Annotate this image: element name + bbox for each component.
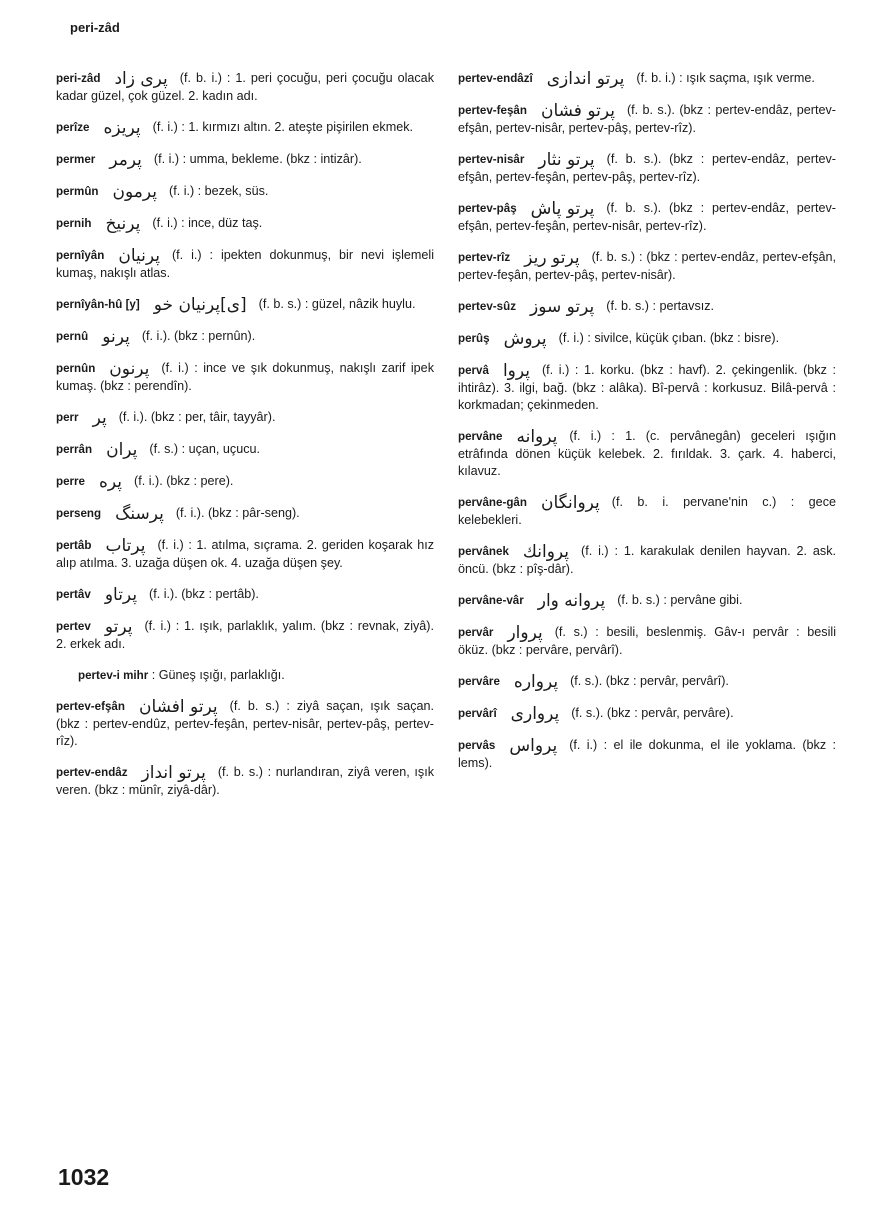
entry-headword: pervârî — [458, 707, 497, 720]
entry-headword: pervâr — [458, 626, 494, 639]
entry-headword: pertev — [56, 620, 91, 633]
entry-ottoman-script: پرتو نثار — [538, 150, 595, 170]
dictionary-entry — [458, 673, 836, 691]
entry-headword: permûn — [56, 185, 99, 198]
dictionary-entry — [458, 705, 836, 723]
dictionary-entry — [458, 249, 836, 284]
entry-ottoman-script: پروانك — [522, 542, 570, 562]
entry-ottoman-script: پرتو سوز — [530, 297, 595, 317]
entry-definition: (f. i.). (bkz : per, tâir, tayyâr). — [118, 410, 276, 424]
column-left — [56, 70, 434, 813]
entry-headword: permer — [56, 153, 96, 166]
entry-definition: (f. b. i.) : 1. peri çocuğu, peri çocuğu olacak kadar güzel, çok güzel. 2. kadın adı. — [56, 71, 434, 103]
entry-headword: pertev-i mihr — [78, 669, 149, 682]
entry-headword: perre — [56, 475, 86, 488]
entry-definition: (f. b. s.) : pertavsız. — [606, 299, 715, 313]
entry-definition: (f. b. s.). (bkz : pertev-endâz, pertev-efşân, pertev-feşân, pertev-nisâr, pertev-rîz). — [458, 201, 836, 233]
entry-ottoman-script: پرتو پاش — [530, 199, 595, 219]
entry-definition: (f. i.) : umma, bekleme. (bkz : intizâr). — [153, 152, 362, 166]
dictionary-entry — [458, 151, 836, 186]
entry-ottoman-script: پرمون — [112, 182, 157, 202]
entry-headword: pertev-rîz — [458, 251, 511, 264]
entry-ottoman-script: پروار — [507, 623, 543, 643]
dictionary-entry — [458, 362, 836, 414]
entry-definition: (f. i.) : el ile dokunma, el ile yoklama. (bkz : lems). — [458, 738, 836, 770]
entry-headword: pernîyân-hû [y] — [56, 298, 140, 311]
dictionary-entry — [56, 360, 434, 395]
entry-definition: (f. s.) : uçan, uçucu. — [149, 442, 261, 456]
entry-headword: peri-zâd — [56, 72, 101, 85]
entry-definition: (f. b. s.). (bkz : pertev-endâz, pertev-efşân, pertev-nisâr, pertev-pâş, pertev-rîz). — [458, 103, 836, 135]
entry-definition: (f. i.). (bkz : pertâb). — [149, 587, 259, 601]
dictionary-entry — [458, 543, 836, 578]
entry-ottoman-script: پروانگان — [540, 493, 600, 513]
entry-definition: (f. b. s.) : ziyâ saçan, ışık saçan. (bkz : pertev-endûz, pertev-feşân, pertev-nisâr, pertev-pâş, pertev-rîz). — [56, 699, 434, 748]
dictionary-entry — [78, 667, 434, 684]
dictionary-entry — [56, 151, 434, 169]
entry-ottoman-script: پرتو ریز — [524, 248, 580, 268]
column-right — [458, 70, 836, 786]
dictionary-entry — [458, 737, 836, 772]
entry-headword: pernû — [56, 330, 89, 343]
entry-ottoman-script: پروانه — [516, 427, 558, 447]
entry-definition: : Güneş ışığı, parlaklığı. — [151, 668, 285, 682]
entry-definition: (f. b. s.). (bkz : pertev-endâz, pertev-efşân, pertev-feşân, pertev-pâş, pertev-rîz). — [458, 152, 836, 184]
dictionary-entry — [458, 102, 836, 137]
entry-ottoman-script: پروانه وار — [537, 591, 606, 611]
entry-ottoman-script: پره — [99, 472, 123, 492]
dictionary-entry — [56, 586, 434, 604]
entry-headword: perseng — [56, 507, 102, 520]
entry-ottoman-script: پران — [106, 440, 138, 460]
entry-ottoman-script: پرنون — [109, 359, 150, 379]
entry-headword: pertâv — [56, 588, 91, 601]
entry-definition: (f. i.). (bkz : pere). — [134, 474, 234, 488]
dictionary-entry — [56, 119, 434, 137]
dictionary-entry — [458, 592, 836, 610]
entry-definition: (f. i.) : ipekten dokunmuş, bir nevi işlemeli kumaş, nakışlı atlas. — [56, 248, 434, 280]
entry-headword: pervâs — [458, 739, 496, 752]
entry-definition: (f. i.) : 1. ışık, parlaklık, yalım. (bkz : revnak, ziyâ). 2. erkek adı. — [56, 619, 434, 651]
entry-ottoman-script: پرواره — [513, 672, 559, 692]
dictionary-entry — [458, 494, 836, 529]
entry-ottoman-script: پرتاب — [105, 536, 146, 556]
entry-ottoman-script: پرتو اندازی — [546, 69, 625, 89]
running-head: peri-zâd — [70, 20, 120, 35]
dictionary-entry — [56, 215, 434, 233]
dictionary-entry — [458, 330, 836, 348]
entry-definition: (f. s.) : besili, beslenmiş. Gâv-ı pervâr : besili öküz. (bkz : pervâre, pervârî). — [458, 625, 836, 657]
entry-definition: (f. b. s.) : güzel, nâzik huylu. — [258, 297, 416, 311]
dictionary-entry — [458, 70, 836, 88]
entry-definition: (f. b. i.) : ışık saçma, ışık verme. — [636, 71, 815, 85]
entry-headword: pervânek — [458, 545, 509, 558]
entry-headword: pervâne-gân — [458, 496, 527, 509]
entry-ottoman-script: پرنیخ — [105, 214, 141, 234]
entry-ottoman-script: پرتو افشان — [138, 697, 218, 717]
entry-headword: pertev-pâş — [458, 202, 517, 215]
entry-headword: pernih — [56, 217, 92, 230]
dictionary-entry — [56, 183, 434, 201]
entry-headword: pernîyân — [56, 249, 105, 262]
entry-headword: pertev-endâz — [56, 766, 128, 779]
entry-definition: (f. s.). (bkz : pervâr, pervâre). — [571, 706, 734, 720]
entry-ottoman-script: پریزه — [103, 118, 141, 138]
entry-headword: pertev-nisâr — [458, 153, 525, 166]
dictionary-entry — [56, 296, 434, 314]
entry-headword: pervâne — [458, 430, 503, 443]
entry-headword: pertâb — [56, 539, 92, 552]
dictionary-entry — [56, 409, 434, 427]
entry-ottoman-script: پرتو فشان — [540, 101, 615, 121]
entry-ottoman-script: پرواس — [509, 736, 558, 756]
entry-definition: (f. i.). (bkz : pâr-seng). — [175, 506, 300, 520]
entry-definition: (f. i.) : ince, düz taş. — [152, 216, 263, 230]
entry-definition: (f. b. i. pervane'nin c.) : gece kelebekleri. — [458, 495, 836, 527]
entry-definition: (f. s.). (bkz : pervâr, pervârî). — [570, 674, 729, 688]
dictionary-entry — [56, 473, 434, 491]
entry-headword: pertev-efşân — [56, 700, 125, 713]
dictionary-entry — [56, 70, 434, 105]
entry-definition: (f. i.) : 1. karakulak denilen hayvan. 2. ask. öncü. (bkz : pîş-dâr). — [458, 544, 836, 576]
entry-headword: pervâre — [458, 675, 500, 688]
entry-definition: (f. b. s.) : (bkz : pertev-endâz, pertev-efşân, pertev-feşân, pertev-pâş, pertev-nisâr). — [458, 250, 836, 282]
dictionary-entry — [458, 624, 836, 659]
entry-ottoman-script: پرتو انداز — [141, 763, 206, 783]
entry-headword: perûş — [458, 332, 490, 345]
entry-ottoman-script: پرسنگ — [115, 504, 164, 524]
dictionary-entry — [458, 428, 836, 480]
dictionary-entry — [56, 247, 434, 282]
page-number: 1032 — [58, 1164, 110, 1190]
entry-ottoman-script: پر — [92, 408, 107, 428]
dictionary-entry — [56, 505, 434, 523]
entry-ottoman-script: پرمر — [109, 150, 142, 170]
entry-definition: (f. i.) : ince ve şık dokunmuş, nakışlı zarif ipek kumaş. (bkz : perendîn). — [56, 361, 434, 393]
dictionary-entry — [56, 698, 434, 750]
entry-definition: (f. i.) : 1. korku. (bkz : havf). 2. çekingenlik. (bkz : ihtirâz). 3. ilgi, bağ. (bkz : alâka). Bî-pervâ : korkusuz. Bilâ-pervâ : korkmadan; çekinmeden. — [458, 363, 836, 412]
entry-headword: pertev-feşân — [458, 104, 527, 117]
entry-ottoman-script: پرنو — [102, 327, 130, 347]
entry-ottoman-script: پرتاو — [104, 585, 138, 605]
entry-definition: (f. i.) : 1. atılma, sıçrama. 2. geriden koşarak hız alıp atılma. 3. uzağa düşen ok. 4. uzağa düşen şey. — [56, 538, 434, 570]
dictionary-entry — [458, 200, 836, 235]
dictionary-entry — [56, 537, 434, 572]
dictionary-entry — [56, 441, 434, 459]
entry-headword: pernûn — [56, 362, 96, 375]
dictionary-entry — [56, 764, 434, 799]
entry-ottoman-script: پروا — [502, 361, 530, 381]
dictionary-entry — [56, 618, 434, 653]
entry-headword: pervâne-vâr — [458, 594, 524, 607]
entry-headword: perr — [56, 411, 79, 424]
entry-definition: (f. i.). (bkz : pernûn). — [141, 329, 256, 343]
entry-definition: (f. b. s.) : pervâne gibi. — [617, 593, 743, 607]
entry-ottoman-script: پروش — [503, 329, 547, 349]
entry-definition: (f. i.) : bezek, süs. — [169, 184, 269, 198]
entry-ottoman-script: پرتو — [104, 617, 133, 637]
entry-headword: pervâ — [458, 364, 489, 377]
entry-headword: perîze — [56, 121, 90, 134]
entry-definition: (f. b. s.) : nurlandıran, ziyâ veren, ışık veren. (bkz : münîr, ziyâ-dâr). — [56, 765, 434, 797]
entry-headword: pertev-endâzî — [458, 72, 533, 85]
entry-definition: (f. i.) : 1. kırmızı altın. 2. ateşte pişirilen ekmek. — [152, 120, 414, 134]
entry-definition: (f. i.) : sivilce, küçük çıban. (bkz : bisre). — [558, 331, 780, 345]
entry-ottoman-script: پرواری — [510, 704, 560, 724]
entry-ottoman-script: پرنیان — [118, 246, 160, 266]
entry-ottoman-script: [ی]پرنیان خو — [153, 295, 247, 315]
dictionary-entry — [458, 298, 836, 316]
entry-headword: perrân — [56, 443, 93, 456]
entry-definition: (f. i.) : 1. (c. pervânegân) geceleri ışığın etrâfında dönen küçük kelebek. 2. fırıldak. 3. çark. 4. haberci, kılavuz. — [458, 429, 836, 478]
dictionary-entry — [56, 328, 434, 346]
entry-ottoman-script: پری زاد — [114, 69, 168, 89]
entry-headword: pertev-sûz — [458, 300, 516, 313]
